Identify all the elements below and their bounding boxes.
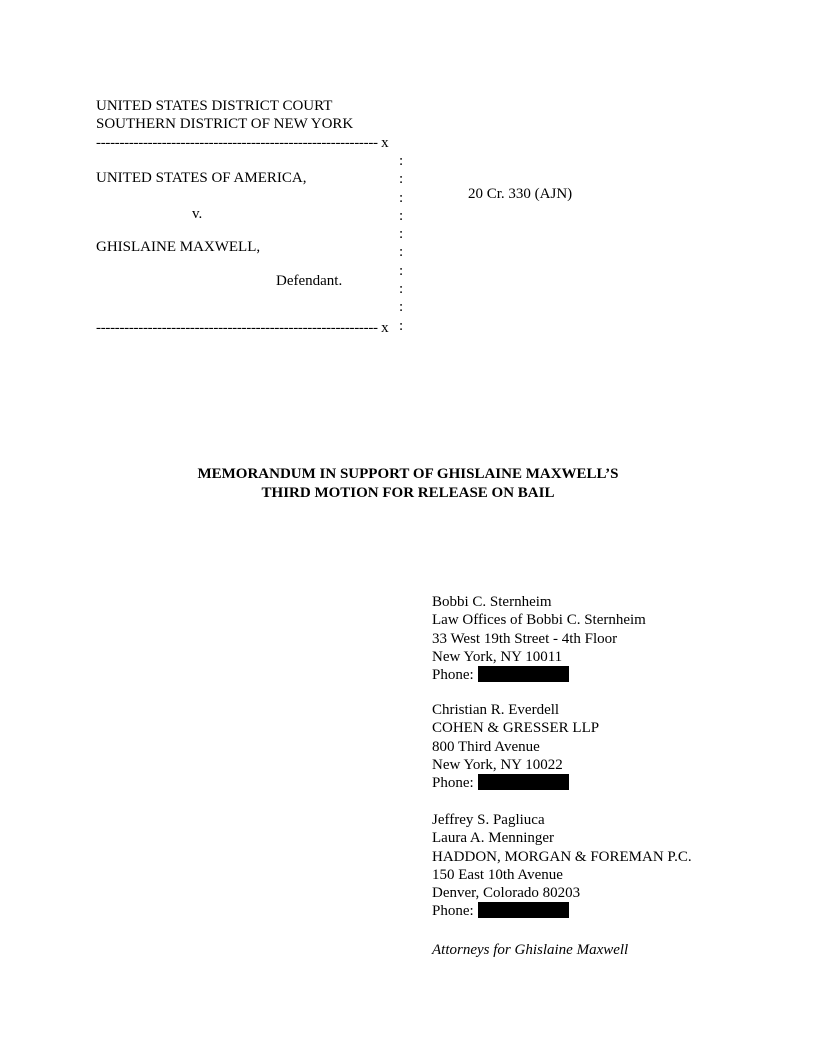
counsel-line: Christian R. Everdell [432,702,560,718]
counsel-line: 150 East 10th Avenue [432,866,563,883]
caption-colon: : [399,244,404,261]
document-title-line-2: THIRD MOTION FOR RELEASE ON BAIL [261,485,555,501]
caption-colon: : [399,281,404,298]
caption-colon: : [399,299,404,316]
counsel-line: 33 West 19th Street - 4th Floor [432,630,618,647]
document-title-line-1: MEMORANDUM IN SUPPORT OF GHISLAINE MAXWELL’S [197,466,619,482]
counsel-line: Jeffrey S. Pagliuca [432,812,545,828]
counsel-line: HADDON, MORGAN & FOREMAN P.C. [432,848,692,865]
counsel-line: Laura A. Menninger [432,830,555,847]
caption-colon: : [399,317,404,334]
plaintiff-name: UNITED STATES OF AMERICA, [96,170,307,186]
court-name-line-1: UNITED STATES DISTRICT COURT [96,98,333,114]
signature-attorneys-for: Attorneys for Ghislaine Maxwell [432,942,629,958]
counsel-line: Denver, Colorado 80203 [432,885,581,902]
counsel-block-pagliuca [432,811,692,921]
counsel-line: COHEN & GRESSER LLP [432,720,600,737]
caption-colon: : [399,189,404,206]
counsel-line: Bobbi C. Sternheim [432,594,552,610]
defendant-label: Defendant. [276,273,343,289]
counsel-block-sternheim [432,593,646,684]
caption-rule-bottom: ------------------------------------------------------------ x [96,320,389,336]
phone-label: Phone: [432,667,474,684]
caption-colon: : [399,171,404,188]
defendant-name: GHISLAINE MAXWELL, [96,239,261,255]
redaction-bar [478,902,569,918]
counsel-line: New York, NY 10011 [432,648,563,665]
caption-colon: : [399,262,404,279]
caption-colon: : [399,207,404,224]
counsel-block-everdell [432,701,599,792]
court-name-line-2: SOUTHERN DISTRICT OF NEW YORK [96,116,354,132]
phone-label: Phone: [432,775,474,792]
caption-rule-top: ------------------------------------------------------------ x [96,135,389,151]
case-number: 20 Cr. 330 (AJN) [468,186,573,202]
counsel-phone [432,902,692,920]
caption-colon: : [399,153,404,169]
phone-label: Phone: [432,903,474,920]
counsel-phone [432,666,646,684]
redaction-bar [478,774,569,790]
caption-colon-column [399,152,407,335]
redaction-bar [478,666,569,682]
counsel-line: Law Offices of Bobbi C. Sternheim [432,612,646,629]
counsel-line: New York, NY 10022 [432,756,563,773]
caption-colon: : [399,226,404,243]
counsel-line: 800 Third Avenue [432,738,540,755]
versus-label: v. [192,206,203,222]
counsel-phone [432,774,599,792]
